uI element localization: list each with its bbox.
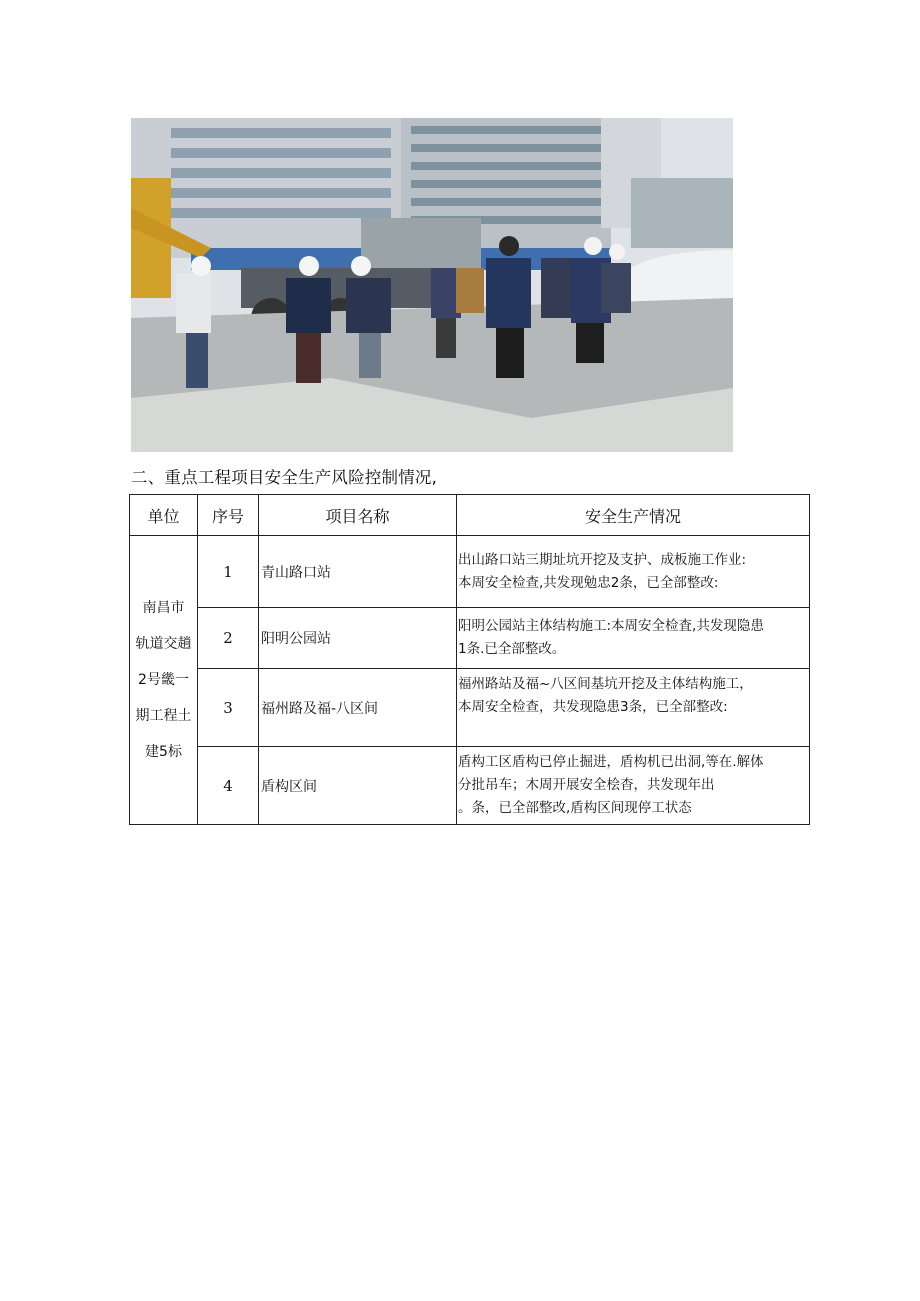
unit-line: 建5标 [145,744,182,760]
seq-cell: 2 [198,608,259,669]
status-cell [457,747,810,825]
status-line: 福州路站及福~八区间基坑开挖及主体结构施工， [458,676,753,692]
status-line: 盾构工区盾构已停止掘进，盾构机已出洞,等在.解体 [458,754,764,770]
unit-line: 期工程土 [135,708,192,724]
status-line: 。条，已全部整改,盾构区间现停工状态 [458,800,692,816]
status-line: 本周安全检查,共发现勉忠2条，已全部整改: [458,574,719,591]
header-project-name: 项目名称 [259,495,457,536]
seq-cell: 4 [198,747,259,825]
project-name-cell: 盾构区间 [259,747,457,825]
table-row [130,669,810,747]
header-seq: 序号 [198,495,259,536]
header-safety-status: 安全生产情况 [457,495,810,536]
seq-cell: 3 [198,669,259,747]
unit-cell [130,536,198,825]
site-inspection-photo [131,118,733,452]
status-line: 出山路口站三期址坑开挖及支护、成板施工作业: [458,551,747,568]
safety-risk-table [129,494,810,825]
status-line: 1条.已全部整改。 [458,641,566,657]
table-row [130,747,810,825]
seq-cell: 1 [198,536,259,608]
project-name-cell: 阳明公园站 [259,608,457,669]
section-title: 二、重点工程项目安全生产风险控制情况, [131,468,438,487]
project-name-cell: 青山路口站 [259,536,457,608]
table-row [130,536,810,608]
unit-line: 2号畿一 [138,672,189,688]
table-row [130,608,810,669]
status-cell [457,536,810,608]
project-name-cell: 福州路及福-八区间 [259,669,457,747]
status-line: 本周安全检查，共发现隐患3条，已全部整改: [458,699,728,715]
header-unit: 单位 [130,495,198,536]
table-header-row [130,495,810,536]
unit-line: 轨道交趟 [135,636,192,652]
status-cell [457,669,810,747]
unit-line: 南昌市 [142,600,185,616]
status-cell [457,608,810,669]
status-line: 分批吊车；木周开展安全桧杳，共发现年出 [458,777,715,793]
status-line: 阳明公园站主体结构施工:本周安全检査,共发现隐患 [458,618,764,634]
